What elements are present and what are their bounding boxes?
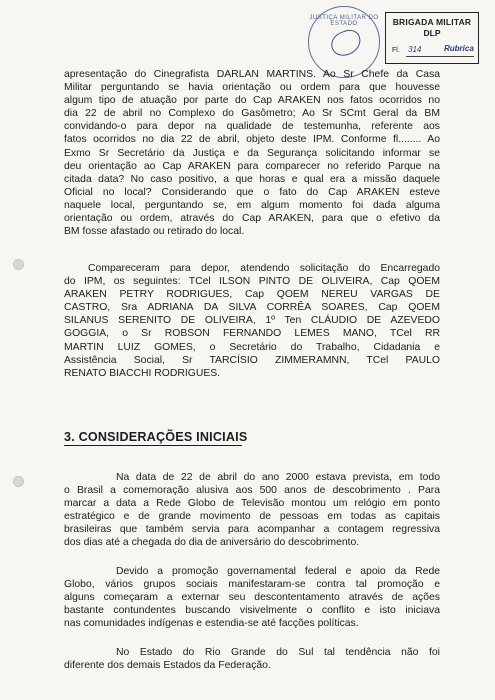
- signature-mark: [328, 27, 364, 59]
- text-line: naquele local, perguntando se, em algum momento foi dada alguma: [64, 199, 440, 211]
- text-line: alguns começaram a externar seu descontentamento através de ações: [64, 592, 440, 604]
- paragraph-protests: [64, 565, 440, 630]
- text-line: apresentação do Cinegrafista DARLAN MARTINS. Ao Sr Chefe da Casa: [64, 69, 440, 80]
- text-line: deu orientação ao Cap ARAKEN para comparecer no referido Parque na: [64, 160, 440, 172]
- text-line: o Brasil a comemoração alusiva aos 500 anos de descobrimento . Para: [64, 485, 440, 497]
- text-line: orientação ou ordem, através do Cap ARAKEN, para que o efetivo da: [64, 213, 440, 225]
- text-line: Globo, vários grupos sociais manifestaram-se contra tal promoção e: [64, 579, 440, 591]
- text-line: GOGGIA, o Sr ROBSON FERNANDO LEMES MANO, TCel RR: [64, 328, 440, 340]
- paragraph-testimony-requests: [64, 68, 440, 238]
- stamp-dept: DLP: [423, 28, 441, 38]
- section-heading: [64, 430, 247, 444]
- text-line: Assistência Social, Sr TARCÍSIO ZIMMERAMNN, TCel PAULO: [64, 354, 440, 366]
- text-line: marcar a data a Rede Globo de Televisão montou um relógio em ponto: [64, 498, 440, 510]
- stamp-rubric: Rubrica: [444, 44, 474, 53]
- section-heading-text: 3. CONSIDERAÇÕES INICIAIS: [64, 430, 248, 444]
- text-line: Oficial no local? Considerando que o fato do Cap ARAKEN esteve: [64, 186, 440, 198]
- text-line: RENATO BIACCHI RODRIGUES.: [64, 367, 221, 379]
- text-line: brasileiras que também servia para acompanhar a contagem regressiva: [64, 524, 440, 536]
- text-line: nas comunidades indígenas e estendia-se até facções políticas.: [64, 618, 359, 630]
- text-line: Na data de 22 de abril do ano 2000 estava prevista, em todo: [116, 472, 440, 483]
- text-line: Compareceram para depor, atendendo solicitação do Encarregado: [88, 263, 440, 274]
- page-number-stamp: [385, 12, 479, 64]
- paragraph-context: [64, 471, 440, 550]
- text-line: diferente dos demais Estados da Federação.: [64, 660, 271, 672]
- text-line: dia 22 de abril no Complexo do Gasômetro; Ao Sr SCmt Geral da BM: [64, 108, 440, 120]
- text-line: convidando-o para depor na qualidade de testemunha, referente aos: [64, 121, 440, 133]
- text-line: algum tipo de atuação por parte do Cap ARAKEN nos fatos ocorridos no: [64, 95, 440, 107]
- seal-text: JUSTIÇA MILITAR DO ESTADO: [309, 15, 379, 27]
- text-line: citada data? No caso positivo, a que horas e qual era a missão daquele: [64, 173, 440, 185]
- paragraph-witnesses: [64, 262, 440, 380]
- text-line: dos dias até a chegada do dia de aniversário do descobrimento.: [64, 537, 360, 549]
- stamp-page-number: 314: [408, 45, 422, 54]
- text-line: Militar perguntando se havia orientação ou ordem para que houvesse: [64, 82, 440, 94]
- text-line: ARAKEN PETRY RODRIGUES, Cap QOEM NEREU VARGAS DE: [64, 289, 440, 301]
- stamp-org: BRIGADA MILITAR: [392, 17, 472, 27]
- text-line: MARTIN LUIZ GOMES, o Secretário do Trabalho, Cidadania e: [64, 341, 440, 353]
- text-line: No Estado do Rio Grande do Sul tal tendência não foi: [116, 647, 440, 658]
- paragraph-state: [64, 646, 440, 672]
- text-line: Devido a promoção governamental federal e apoio da Rede: [116, 566, 440, 577]
- heading-underline: [64, 445, 242, 446]
- stamp-line: [406, 56, 474, 57]
- text-line: CASTRO, Sra ADRIANA DA SILVA CORRÊA SOARES, Cap QOEM: [64, 302, 440, 314]
- stamp-fl-label: Fl.: [392, 47, 400, 54]
- text-line: Exmo Sr Secretário da Justiça e da Segurança solicitando informar se: [64, 147, 440, 159]
- text-line: fatos ocorridos no dia 22 de abril, objeto deste IPM. Conforme fl........ Ao: [64, 134, 440, 146]
- text-line: estratégico e de grande movimento de pessoas em todas as capitais: [64, 511, 440, 523]
- text-line: SILANUS SERENITO DE OLIVEIRA, 1º Ten CLÁUDIO DE AZEVEDO: [64, 315, 440, 327]
- punch-hole: [13, 476, 24, 487]
- punch-hole: [13, 259, 24, 270]
- text-line: do IPM, os seguintes: TCel ILSON PINTO DE OLIVEIRA, Cap QOEM: [64, 276, 440, 288]
- text-line: BM fosse afastado ou retirado do local.: [64, 226, 245, 238]
- text-line: bastante contundentes buscando visivelmente o conflito e isto iniciava: [64, 605, 440, 617]
